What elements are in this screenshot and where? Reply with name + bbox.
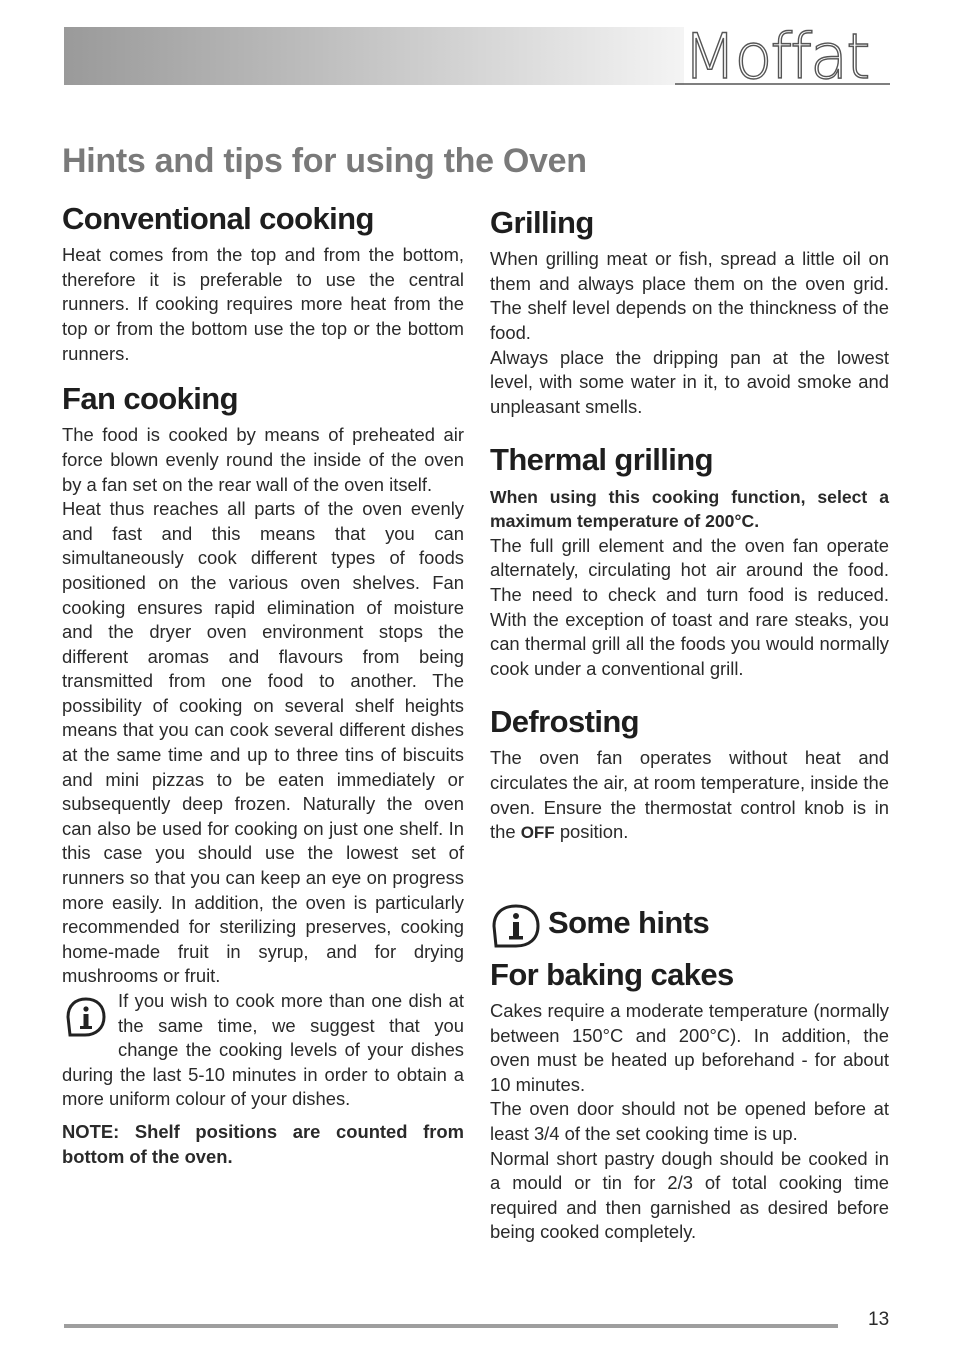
hints-heading-row <box>490 902 889 950</box>
text-defrosting <box>490 746 889 845</box>
section-thermal <box>490 441 889 681</box>
text-defrosting-2: position. <box>554 821 629 843</box>
heading-baking: For baking cakes <box>490 956 734 992</box>
right-column <box>490 204 889 1259</box>
footer-line <box>64 1324 838 1328</box>
heading-conventional: Conventional cooking <box>62 201 374 236</box>
text-grilling-1: When grilling meat or fish, spread a little oil on them and always place them on the oven grid. The shelf level depends on the thinckness of the food. <box>490 248 889 343</box>
brand-logo-mark <box>675 16 895 96</box>
header-bar <box>64 27 684 85</box>
section-fan <box>62 380 464 1169</box>
text-fan-2: Heat thus reaches all parts of the oven evenly and fast and this means that you can simultaneously cook different types of foods positioned on the various oven shelves. Fan cooking ensures rapid elimination of moisture and the dryer oven environment stops the different aromas and flavours from being transmitted from one food to another. The possibility of cooking on several shelf heights means that you can cook several different dishes at the same time and up to three tins of biscuits and mini pizzas to be eaten immediately or subsequently deep frozen. Naturally the oven can also be used for cooking on just one shelf. In this case you should use the lowest set of runners so that you can keep an eye on progress more easily. In addition, the oven is particularly recommended for sterilizing preserves, cooking home-made fruit in syrup, and for drying mushrooms or fruit. <box>62 498 464 987</box>
section-baking <box>490 902 889 1245</box>
text-note: NOTE: Shelf positions are counted from bottom of the oven. <box>62 1120 464 1167</box>
text-thermal: The full grill element and the oven fan operate alternately, circulating hot air around the food. The need to check and turn food is reduced. With the exception of toast and rare steaks, you can thermal grill all the foods you would normally cook under a conventional grill. <box>490 534 889 679</box>
heading-defrosting: Defrosting <box>490 704 640 740</box>
brand-logo-text: Moffat <box>683 20 869 93</box>
tip-block <box>62 989 464 1112</box>
section-conventional <box>62 200 464 366</box>
brand-logo <box>675 16 895 96</box>
page-number: 13 <box>868 1309 890 1330</box>
page-title: Hints and tips for using the Oven <box>62 142 587 180</box>
left-column <box>62 200 464 1183</box>
text-baking-3: Normal short pastry dough should be cooked in a mould or tin for 2/3 of total cooking time required and then garnished as desired before being cooked completely. <box>490 1147 889 1243</box>
text-conventional: Heat comes from the top and from the bottom, therefore it is preferable to use the central runners. If cooking requires more heat from the top or from the bottom use the top or the bottom runners. <box>62 244 464 364</box>
text-fan-1: The food is cooked by means of preheated air force blown evenly round the inside of the oven by a fan set on the rear wall of the oven itself. <box>62 424 464 495</box>
section-grilling <box>490 204 889 419</box>
text-defrosting-1: The oven fan operates without heat and circulates the air, at room temperature, inside the oven. Ensure the thermostat control knob is in the <box>490 747 889 843</box>
heading-grilling: Grilling <box>490 205 594 240</box>
info-icon <box>62 995 108 1039</box>
text-baking-2: The oven door should not be opened before at least 3/4 of the set cooking time is up. <box>490 1098 889 1144</box>
heading-some-hints: Some hints <box>548 905 710 941</box>
section-defrosting <box>490 703 889 846</box>
heading-thermal: Thermal grilling <box>490 442 713 478</box>
text-thermal-bold: When using this cooking function, select a maximum temperature of 200°C. <box>490 486 889 532</box>
info-icon <box>490 902 542 950</box>
heading-fan: Fan cooking <box>62 381 238 417</box>
text-baking-1: Cakes require a moderate temperature (normally between 150°C and 200°C). In addition, the oven must be heated up beforehand - for about 10 minutes. <box>490 1000 889 1095</box>
text-fan-tip: If you wish to cook more than one dish at the same time, we suggest that you change the cooking levels of your dishes during the last 5-10 minutes in order to obtain a more uniform colour of your dishes. <box>62 990 464 1110</box>
text-defrosting-off: OFF <box>520 823 555 843</box>
text-grilling-2: Always place the dripping pan at the lowest level, with some water in it, to avoid smoke and unpleasant smells. <box>490 346 889 417</box>
